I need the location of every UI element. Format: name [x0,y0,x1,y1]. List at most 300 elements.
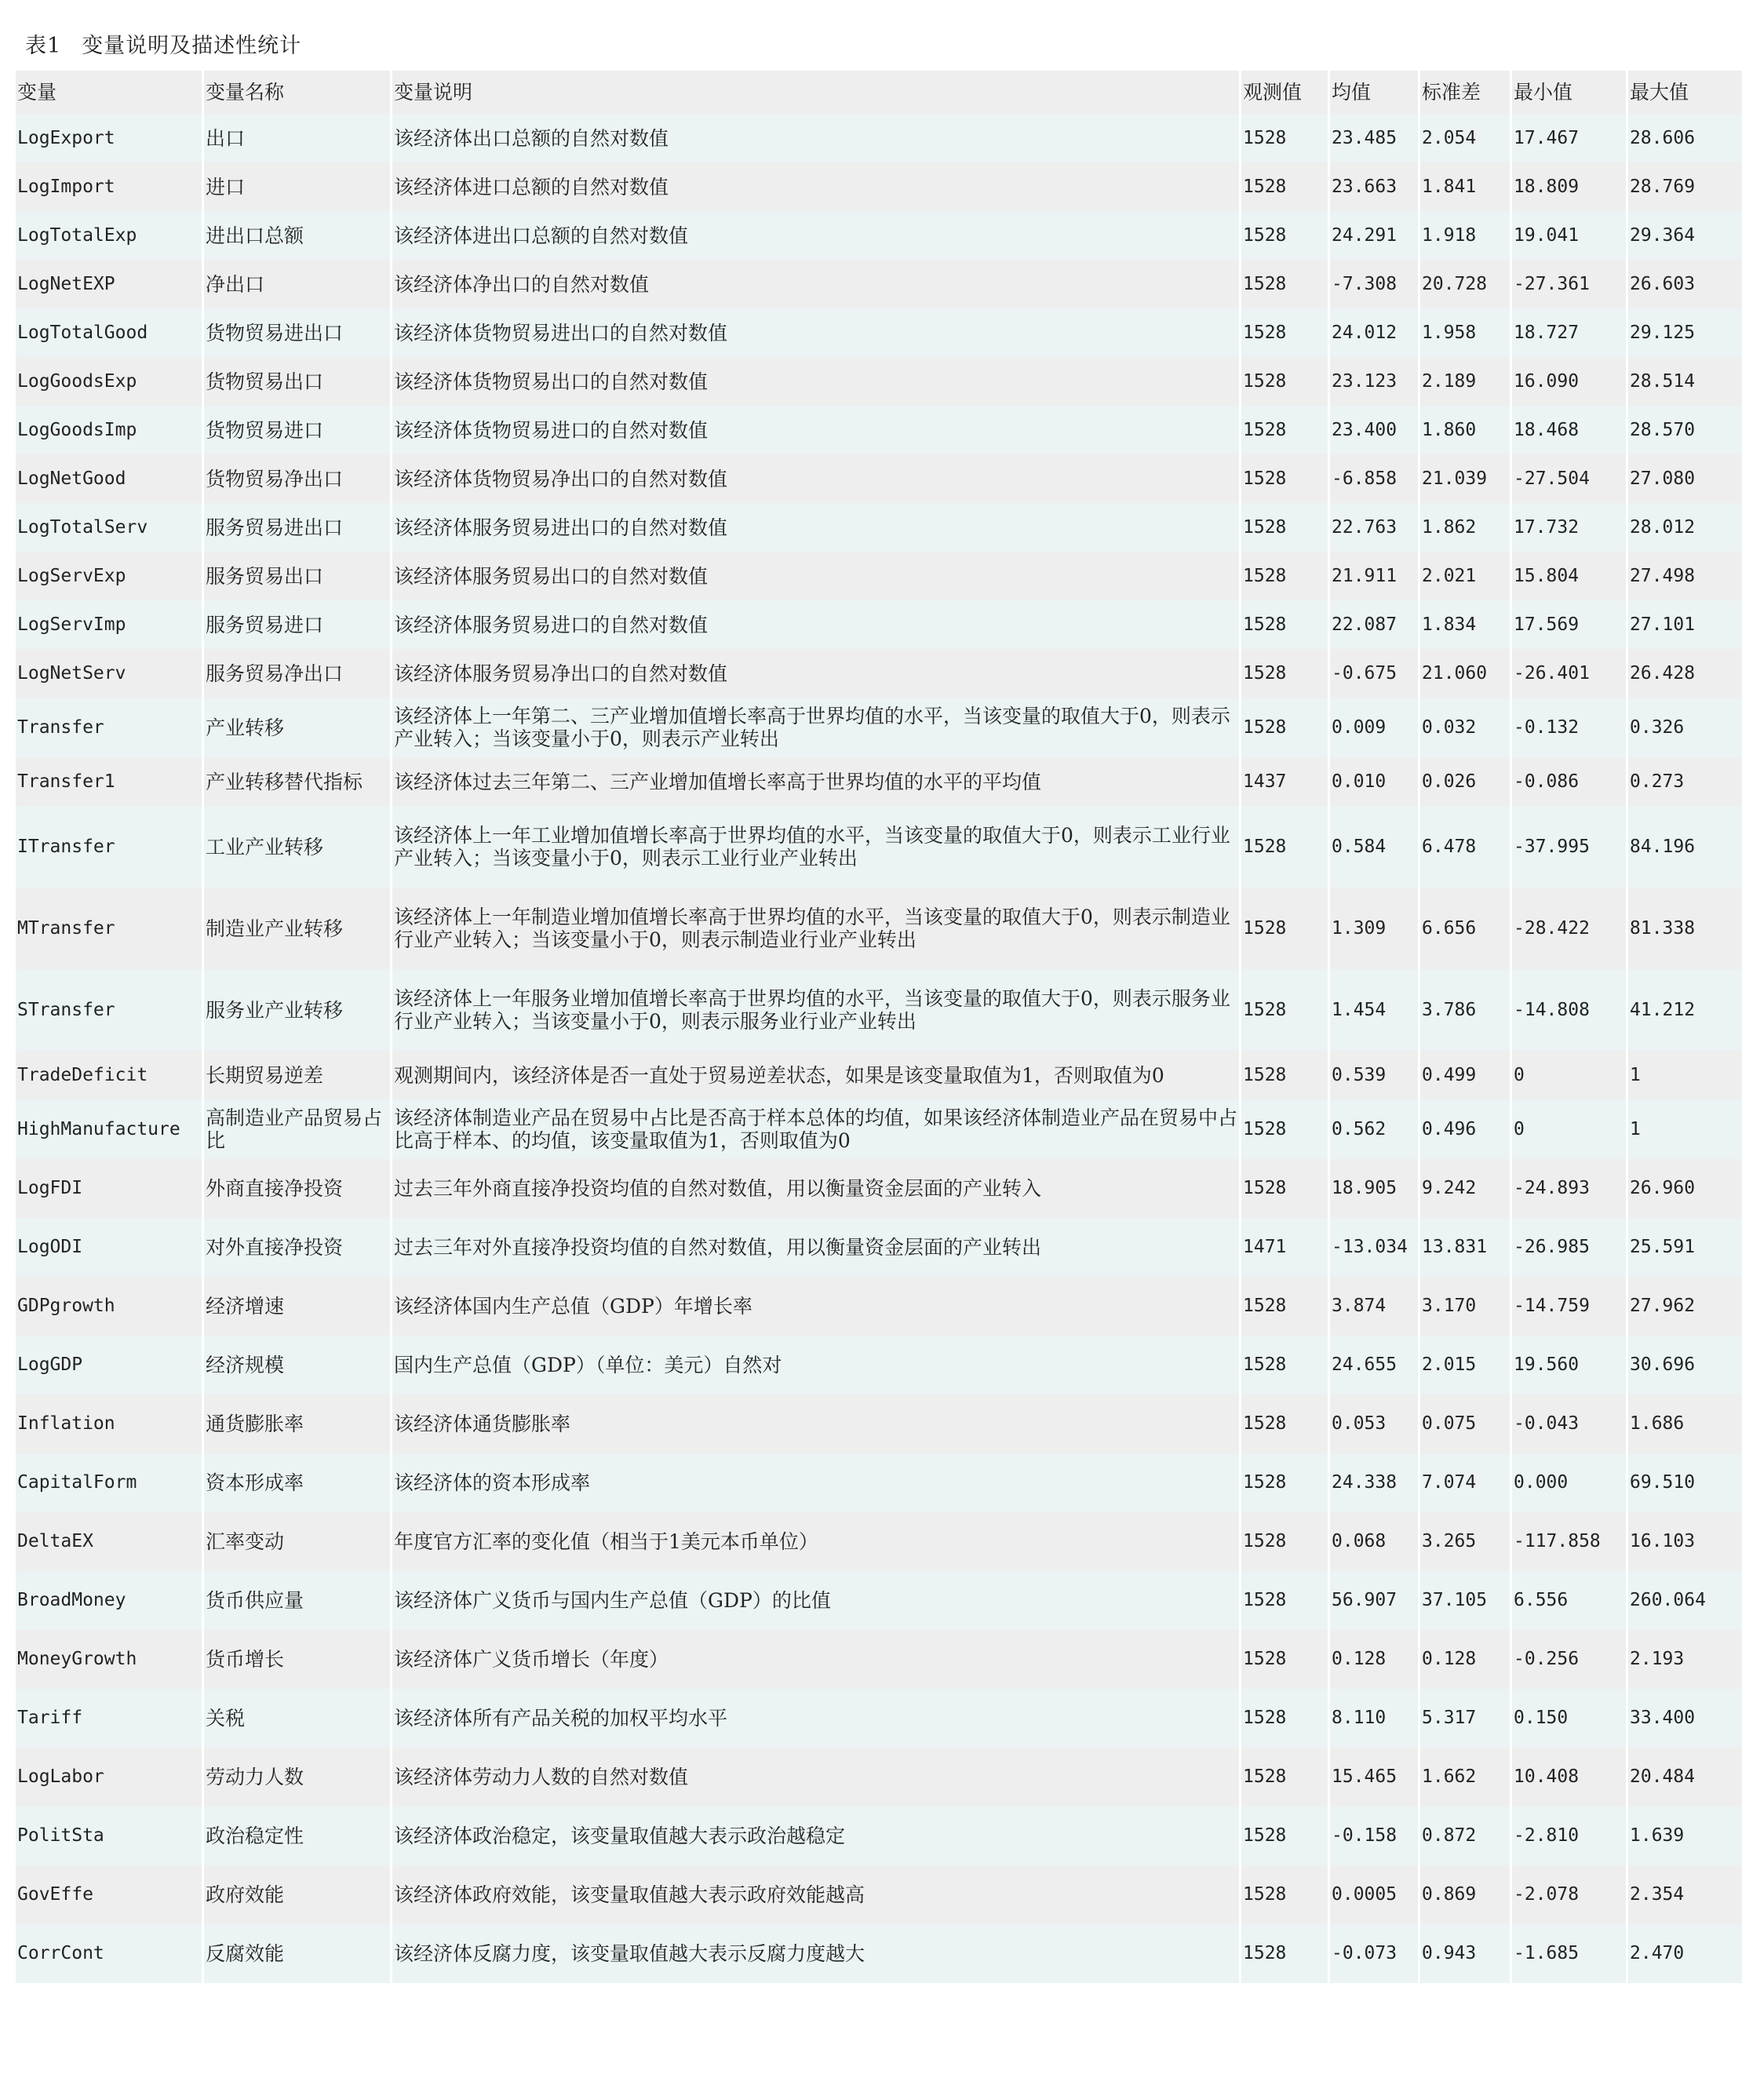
cell-variable-name: 服务贸易进口 [204,600,392,649]
cell-std-dev: 2.189 [1420,357,1512,406]
cell-observations: 1528 [1241,357,1330,406]
cell-max: 30.696 [1628,1336,1742,1395]
cell-variable-name: 经济规模 [204,1336,392,1395]
table-container [16,71,1742,1983]
cell-std-dev: 2.015 [1420,1336,1512,1395]
cell-observations: 1528 [1241,1924,1330,1983]
cell-observations: 1471 [1241,1218,1330,1277]
cell-observations: 1528 [1241,1051,1330,1099]
cell-min: -26.985 [1512,1218,1628,1277]
cell-observations: 1528 [1241,698,1330,757]
table-row [16,1218,1742,1277]
table-row [16,1453,1742,1512]
cell-variable-name: 货物贸易进口 [204,406,392,454]
cell-variable-code: LogNetEXP [16,260,204,308]
cell-max: 26.428 [1628,649,1742,698]
cell-max: 20.484 [1628,1748,1742,1807]
cell-std-dev: 1.958 [1420,308,1512,357]
cell-variable-description: 该经济体政治稳定，该变量取值越大表示政治越稳定 [392,1807,1241,1865]
cell-mean: 56.907 [1330,1571,1420,1630]
cell-observations: 1528 [1241,1336,1330,1395]
cell-observations: 1528 [1241,1159,1330,1218]
cell-variable-name: 服务贸易净出口 [204,649,392,698]
cell-variable-description: 该经济体服务贸易净出口的自然对数值 [392,649,1241,698]
cell-variable-description: 观测期间内，该经济体是否一直处于贸易逆差状态，如果是该变量取值为1，否则取值为0 [392,1051,1241,1099]
header-min: 最小值 [1512,71,1628,114]
cell-variable-description: 该经济体上一年工业增加值增长率高于世界均值的水平，当该变量的取值大于0，则表示工业行业产业转入；当该变量小于0，则表示工业行业产业转出 [392,806,1241,888]
cell-variable-code: LogServImp [16,600,204,649]
cell-variable-description: 该经济体货物贸易进出口的自然对数值 [392,308,1241,357]
cell-observations: 1528 [1241,1395,1330,1453]
cell-variable-code: DeltaEX [16,1512,204,1571]
cell-observations: 1528 [1241,211,1330,260]
cell-variable-name: 货币增长 [204,1630,392,1689]
cell-mean: 22.087 [1330,600,1420,649]
cell-variable-name: 高制造业产品贸易占比 [204,1099,392,1159]
table-row [16,308,1742,357]
cell-std-dev: 21.060 [1420,649,1512,698]
cell-variable-description: 该经济体劳动力人数的自然对数值 [392,1748,1241,1807]
cell-min: 0.000 [1512,1453,1628,1512]
cell-std-dev: 3.170 [1420,1277,1512,1336]
cell-max: 25.591 [1628,1218,1742,1277]
cell-std-dev: 2.054 [1420,114,1512,162]
cell-variable-code: LogFDI [16,1159,204,1218]
cell-max: 29.125 [1628,308,1742,357]
cell-observations: 1528 [1241,888,1330,969]
table-row [16,1277,1742,1336]
cell-max: 2.193 [1628,1630,1742,1689]
cell-std-dev: 0.499 [1420,1051,1512,1099]
table-row [16,162,1742,211]
cell-max: 84.196 [1628,806,1742,888]
cell-std-dev: 2.021 [1420,552,1512,600]
table-caption [25,28,301,59]
cell-max: 27.101 [1628,600,1742,649]
cell-mean: 0.053 [1330,1395,1420,1453]
cell-min: -37.995 [1512,806,1628,888]
cell-min: -27.504 [1512,454,1628,503]
cell-min: -14.808 [1512,969,1628,1051]
cell-min: 19.560 [1512,1336,1628,1395]
cell-variable-name: 外商直接净投资 [204,1159,392,1218]
table-row [16,969,1742,1051]
cell-observations: 1528 [1241,1453,1330,1512]
cell-variable-description: 该经济体通货膨胀率 [392,1395,1241,1453]
cell-variable-name: 政治稳定性 [204,1807,392,1865]
cell-mean: 15.465 [1330,1748,1420,1807]
table-row [16,888,1742,969]
cell-observations: 1528 [1241,969,1330,1051]
cell-variable-name: 出口 [204,114,392,162]
cell-std-dev: 21.039 [1420,454,1512,503]
table-row [16,260,1742,308]
table-row [16,1099,1742,1159]
cell-mean: 0.0005 [1330,1865,1420,1924]
cell-observations: 1528 [1241,600,1330,649]
header-max: 最大值 [1628,71,1742,114]
table-row [16,1051,1742,1099]
cell-min: 17.467 [1512,114,1628,162]
cell-variable-code: Transfer1 [16,757,204,806]
cell-mean: 0.539 [1330,1051,1420,1099]
cell-mean: -0.073 [1330,1924,1420,1983]
header-std-dev: 标准差 [1420,71,1512,114]
cell-variable-description: 该经济体服务贸易进口的自然对数值 [392,600,1241,649]
cell-max: 2.354 [1628,1865,1742,1924]
cell-variable-name: 长期贸易逆差 [204,1051,392,1099]
cell-min: 18.809 [1512,162,1628,211]
cell-max: 16.103 [1628,1512,1742,1571]
cell-variable-name: 进出口总额 [204,211,392,260]
cell-variable-description: 该经济体国内生产总值（GDP）年增长率 [392,1277,1241,1336]
cell-variable-description: 该经济体进出口总额的自然对数值 [392,211,1241,260]
cell-variable-name: 经济增速 [204,1277,392,1336]
header-mean: 均值 [1330,71,1420,114]
cell-min: 0.150 [1512,1689,1628,1748]
cell-min: 6.556 [1512,1571,1628,1630]
cell-max: 69.510 [1628,1453,1742,1512]
cell-std-dev: 0.026 [1420,757,1512,806]
cell-variable-description: 该经济体政府效能，该变量取值越大表示政府效能越高 [392,1865,1241,1924]
cell-std-dev: 3.786 [1420,969,1512,1051]
cell-std-dev: 1.834 [1420,600,1512,649]
cell-variable-description: 该经济体货物贸易进口的自然对数值 [392,406,1241,454]
cell-min: -24.893 [1512,1159,1628,1218]
table-row [16,1395,1742,1453]
cell-variable-name: 货物贸易出口 [204,357,392,406]
cell-min: -14.759 [1512,1277,1628,1336]
table-row [16,1865,1742,1924]
cell-variable-code: LogExport [16,114,204,162]
cell-min: -1.685 [1512,1924,1628,1983]
cell-observations: 1528 [1241,454,1330,503]
cell-std-dev: 0.075 [1420,1395,1512,1453]
cell-mean: 0.128 [1330,1630,1420,1689]
cell-std-dev: 0.128 [1420,1630,1512,1689]
cell-variable-code: GovEffe [16,1865,204,1924]
cell-variable-code: TradeDeficit [16,1051,204,1099]
cell-variable-name: 产业转移替代指标 [204,757,392,806]
cell-variable-description: 该经济体的资本形成率 [392,1453,1241,1512]
cell-variable-code: LogGoodsImp [16,406,204,454]
cell-variable-description: 国内生产总值（GDP）（单位：美元）自然对 [392,1336,1241,1395]
cell-std-dev: 20.728 [1420,260,1512,308]
cell-variable-description: 该经济体广义货币增长（年度） [392,1630,1241,1689]
cell-variable-description: 年度官方汇率的变化值（相当于1美元本币单位） [392,1512,1241,1571]
cell-mean: 23.123 [1330,357,1420,406]
cell-min: 15.804 [1512,552,1628,600]
cell-variable-code: LogTotalServ [16,503,204,552]
cell-std-dev: 6.478 [1420,806,1512,888]
cell-variable-code: Transfer [16,698,204,757]
cell-mean: 3.874 [1330,1277,1420,1336]
cell-mean: -7.308 [1330,260,1420,308]
table-row [16,406,1742,454]
cell-std-dev: 0.869 [1420,1865,1512,1924]
cell-max: 26.603 [1628,260,1742,308]
cell-variable-name: 货币供应量 [204,1571,392,1630]
cell-max: 28.606 [1628,114,1742,162]
cell-observations: 1528 [1241,1630,1330,1689]
cell-min: -0.256 [1512,1630,1628,1689]
cell-variable-code: MTransfer [16,888,204,969]
cell-mean: 0.562 [1330,1099,1420,1159]
cell-variable-code: LogServExp [16,552,204,600]
cell-min: 18.727 [1512,308,1628,357]
cell-variable-description: 该经济体货物贸易净出口的自然对数值 [392,454,1241,503]
table-row [16,1630,1742,1689]
cell-variable-code: LogTotalGood [16,308,204,357]
cell-std-dev: 5.317 [1420,1689,1512,1748]
table-row [16,454,1742,503]
cell-std-dev: 0.872 [1420,1807,1512,1865]
cell-observations: 1528 [1241,406,1330,454]
cell-variable-name: 关税 [204,1689,392,1748]
cell-variable-name: 通货膨胀率 [204,1395,392,1453]
cell-observations: 1528 [1241,503,1330,552]
cell-variable-name: 净出口 [204,260,392,308]
cell-observations: 1528 [1241,1689,1330,1748]
cell-std-dev: 0.032 [1420,698,1512,757]
cell-std-dev: 0.943 [1420,1924,1512,1983]
cell-variable-description: 该经济体上一年制造业增加值增长率高于世界均值的水平，当该变量的取值大于0，则表示制造业行业产业转入；当该变量小于0，则表示制造业行业产业转出 [392,888,1241,969]
cell-max: 27.498 [1628,552,1742,600]
cell-max: 29.364 [1628,211,1742,260]
cell-variable-description: 该经济体服务贸易出口的自然对数值 [392,552,1241,600]
cell-min: 17.732 [1512,503,1628,552]
cell-variable-code: BroadMoney [16,1571,204,1630]
cell-max: 27.080 [1628,454,1742,503]
cell-min: -117.858 [1512,1512,1628,1571]
cell-max: 27.962 [1628,1277,1742,1336]
cell-variable-description: 该经济体过去三年第二、三产业增加值增长率高于世界均值的水平的平均值 [392,757,1241,806]
cell-mean: 1.309 [1330,888,1420,969]
table-row [16,649,1742,698]
cell-observations: 1528 [1241,649,1330,698]
table-row [16,1689,1742,1748]
cell-variable-name: 工业产业转移 [204,806,392,888]
descriptive-statistics-table [16,71,1742,1983]
cell-variable-name: 资本形成率 [204,1453,392,1512]
cell-mean: 24.291 [1330,211,1420,260]
cell-variable-code: Tariff [16,1689,204,1748]
cell-max: 260.064 [1628,1571,1742,1630]
cell-observations: 1528 [1241,1748,1330,1807]
table-row [16,698,1742,757]
cell-variable-code: LogNetGood [16,454,204,503]
cell-max: 26.960 [1628,1159,1742,1218]
cell-variable-name: 进口 [204,162,392,211]
cell-observations: 1528 [1241,308,1330,357]
cell-min: -27.361 [1512,260,1628,308]
cell-std-dev: 1.862 [1420,503,1512,552]
cell-max: 33.400 [1628,1689,1742,1748]
cell-max: 28.769 [1628,162,1742,211]
cell-min: -2.078 [1512,1865,1628,1924]
table-row [16,503,1742,552]
cell-observations: 1528 [1241,260,1330,308]
cell-observations: 1528 [1241,1099,1330,1159]
table-number: 表1 [25,34,62,58]
cell-variable-code: LogImport [16,162,204,211]
cell-std-dev: 1.841 [1420,162,1512,211]
cell-min: -26.401 [1512,649,1628,698]
table-row [16,1512,1742,1571]
cell-max: 28.570 [1628,406,1742,454]
cell-std-dev: 37.105 [1420,1571,1512,1630]
cell-variable-code: MoneyGrowth [16,1630,204,1689]
cell-max: 1 [1628,1099,1742,1159]
cell-mean: 24.012 [1330,308,1420,357]
cell-variable-name: 劳动力人数 [204,1748,392,1807]
cell-mean: 24.655 [1330,1336,1420,1395]
cell-variable-name: 制造业产业转移 [204,888,392,969]
cell-max: 1 [1628,1051,1742,1099]
cell-mean: 0.584 [1330,806,1420,888]
cell-variable-name: 货物贸易净出口 [204,454,392,503]
table-row [16,552,1742,600]
cell-max: 0.326 [1628,698,1742,757]
cell-variable-description: 过去三年对外直接净投资均值的自然对数值，用以衡量资金层面的产业转出 [392,1218,1241,1277]
cell-max: 0.273 [1628,757,1742,806]
cell-mean: 0.009 [1330,698,1420,757]
cell-std-dev: 7.074 [1420,1453,1512,1512]
table-row [16,1336,1742,1395]
cell-variable-description: 该经济体货物贸易出口的自然对数值 [392,357,1241,406]
cell-min: 19.041 [1512,211,1628,260]
cell-variable-name: 服务业产业转移 [204,969,392,1051]
cell-variable-name: 服务贸易进出口 [204,503,392,552]
cell-variable-description: 该经济体所有产品关税的加权平均水平 [392,1689,1241,1748]
cell-variable-name: 货物贸易进出口 [204,308,392,357]
table-body [16,114,1742,1983]
cell-std-dev: 13.831 [1420,1218,1512,1277]
cell-std-dev: 6.656 [1420,888,1512,969]
cell-std-dev: 1.918 [1420,211,1512,260]
cell-variable-code: Inflation [16,1395,204,1453]
cell-observations: 1528 [1241,1277,1330,1336]
cell-mean: 8.110 [1330,1689,1420,1748]
cell-observations: 1528 [1241,1807,1330,1865]
cell-mean: 18.905 [1330,1159,1420,1218]
cell-max: 2.470 [1628,1924,1742,1983]
cell-variable-code: HighManufacture [16,1099,204,1159]
cell-mean: 23.485 [1330,114,1420,162]
cell-min: 0 [1512,1099,1628,1159]
cell-min: -28.422 [1512,888,1628,969]
cell-variable-code: GDPgrowth [16,1277,204,1336]
cell-variable-code: LogNetServ [16,649,204,698]
cell-std-dev: 9.242 [1420,1159,1512,1218]
cell-variable-code: LogODI [16,1218,204,1277]
cell-variable-name: 服务贸易出口 [204,552,392,600]
cell-min: -0.132 [1512,698,1628,757]
table-title: 变量说明及描述性统计 [82,34,302,58]
table-row [16,806,1742,888]
cell-min: 16.090 [1512,357,1628,406]
table-row [16,1924,1742,1983]
cell-variable-name: 政府效能 [204,1865,392,1924]
table-row [16,1807,1742,1865]
cell-variable-description: 该经济体上一年服务业增加值增长率高于世界均值的水平，当该变量的取值大于0，则表示服务业行业产业转入；当该变量小于0，则表示服务业行业产业转出 [392,969,1241,1051]
cell-observations: 1528 [1241,1865,1330,1924]
cell-min: -2.810 [1512,1807,1628,1865]
cell-variable-code: LogGDP [16,1336,204,1395]
cell-mean: -6.858 [1330,454,1420,503]
table-row [16,757,1742,806]
header-observations: 观测值 [1241,71,1330,114]
header-variable-name: 变量名称 [204,71,392,114]
cell-mean: -13.034 [1330,1218,1420,1277]
cell-variable-code: ITransfer [16,806,204,888]
cell-max: 41.212 [1628,969,1742,1051]
cell-observations: 1437 [1241,757,1330,806]
cell-variable-code: CorrCont [16,1924,204,1983]
cell-variable-name: 产业转移 [204,698,392,757]
cell-variable-description: 该经济体进口总额的自然对数值 [392,162,1241,211]
cell-variable-description: 过去三年外商直接净投资均值的自然对数值，用以衡量资金层面的产业转入 [392,1159,1241,1218]
cell-mean: 23.663 [1330,162,1420,211]
cell-mean: 0.010 [1330,757,1420,806]
cell-std-dev: 3.265 [1420,1512,1512,1571]
cell-mean: 22.763 [1330,503,1420,552]
cell-min: 18.468 [1512,406,1628,454]
cell-variable-code: PolitSta [16,1807,204,1865]
cell-min: 10.408 [1512,1748,1628,1807]
header-variable: 变量 [16,71,204,114]
cell-observations: 1528 [1241,552,1330,600]
cell-variable-description: 该经济体制造业产品在贸易中占比是否高于样本总体的均值，如果该经济体制造业产品在贸易中占比高于样本、的均值，该变量取值为1，否则取值为0 [392,1099,1241,1159]
cell-mean: 0.068 [1330,1512,1420,1571]
cell-variable-name: 对外直接净投资 [204,1218,392,1277]
cell-min: -0.086 [1512,757,1628,806]
cell-mean: 24.338 [1330,1453,1420,1512]
cell-variable-description: 该经济体出口总额的自然对数值 [392,114,1241,162]
cell-variable-description: 该经济体反腐力度，该变量取值越大表示反腐力度越大 [392,1924,1241,1983]
cell-std-dev: 1.662 [1420,1748,1512,1807]
header-variable-description: 变量说明 [392,71,1241,114]
cell-max: 28.012 [1628,503,1742,552]
cell-observations: 1528 [1241,806,1330,888]
cell-observations: 1528 [1241,1512,1330,1571]
cell-std-dev: 1.860 [1420,406,1512,454]
cell-variable-description: 该经济体广义货币与国内生产总值（GDP）的比值 [392,1571,1241,1630]
cell-variable-name: 汇率变动 [204,1512,392,1571]
cell-max: 1.639 [1628,1807,1742,1865]
cell-observations: 1528 [1241,1571,1330,1630]
cell-variable-name: 反腐效能 [204,1924,392,1983]
cell-variable-code: LogLabor [16,1748,204,1807]
cell-observations: 1528 [1241,162,1330,211]
cell-variable-code: LogGoodsExp [16,357,204,406]
header-row [16,71,1742,114]
cell-std-dev: 0.496 [1420,1099,1512,1159]
cell-variable-description: 该经济体服务贸易进出口的自然对数值 [392,503,1241,552]
cell-min: 0 [1512,1051,1628,1099]
table-row [16,600,1742,649]
cell-observations: 1528 [1241,114,1330,162]
cell-mean: -0.158 [1330,1807,1420,1865]
cell-variable-code: CapitalForm [16,1453,204,1512]
cell-mean: -0.675 [1330,649,1420,698]
cell-max: 81.338 [1628,888,1742,969]
table-row [16,357,1742,406]
cell-mean: 21.911 [1330,552,1420,600]
cell-mean: 23.400 [1330,406,1420,454]
cell-max: 28.514 [1628,357,1742,406]
cell-min: 17.569 [1512,600,1628,649]
